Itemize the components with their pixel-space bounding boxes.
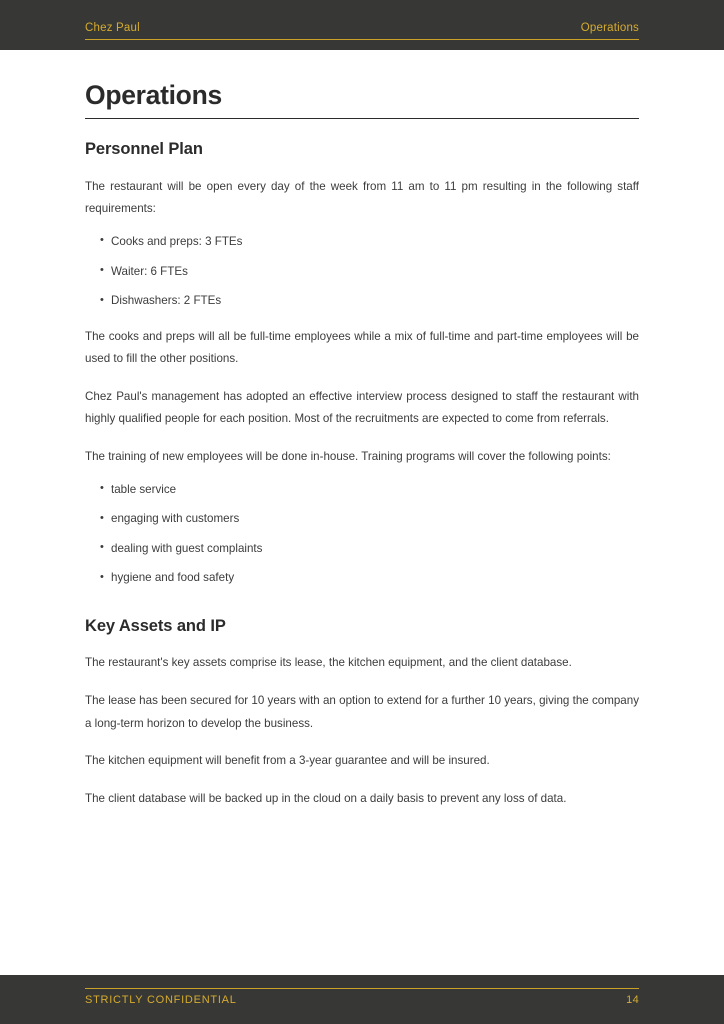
page-header [0, 0, 724, 50]
training-topics-list [85, 469, 639, 588]
section-heading-key-assets-and-ip: Key Assets and IP [85, 616, 226, 635]
paragraph-lease: The lease has been secured for 10 years with an option to extend for a further 10 years, giving the company a long-term horizon to develop the business. [85, 693, 639, 730]
paragraph-recruitment: Chez Paul's management has adopted an effective interview process designed to staff the restaurant with highly qualified people for each position. Most of the recruitments are expected to come from referrals. [85, 389, 639, 426]
list-item: • hygiene and food safety [85, 569, 639, 588]
paragraph-employment-mix: The cooks and preps will all be full-time employees while a mix of full-time and part-time employees will be used to fill the other positions. [85, 329, 639, 366]
list-item: • Dishwashers: 2 FTEs [85, 292, 639, 311]
paragraph-training: The training of new employees will be done in-house. Training programs will cover the following points: [85, 449, 611, 463]
page-content [0, 50, 724, 975]
list-item: • Waiter: 6 FTEs [85, 263, 639, 282]
paragraph-kitchen-equipment: The kitchen equipment will benefit from a 3-year guarantee and will be insured. [85, 754, 490, 768]
list-item: • table service [85, 481, 639, 500]
staff-requirements-list [85, 221, 639, 311]
list-item: • Cooks and preps: 3 FTEs [85, 233, 639, 252]
paragraph-client-database: The client database will be backed up in the cloud on a daily basis to prevent any loss of data. [85, 791, 567, 805]
header-company-name: Chez Paul [85, 22, 140, 35]
page-footer [0, 975, 724, 1024]
footer-page-number: 14 [626, 994, 639, 1006]
footer-rule-container [85, 988, 639, 1006]
header-rule-container [85, 22, 639, 40]
page-title: Operations [85, 80, 222, 110]
header-section-name: Operations [580, 22, 639, 35]
list-item: • engaging with customers [85, 510, 639, 529]
footer-confidentiality-label: STRICTLY CONFIDENTIAL [85, 994, 237, 1006]
paragraph-opening-hours: The restaurant will be open every day of the week from 11 am to 11 pm resulting in the following staff requirements: [85, 179, 639, 216]
section-heading-personnel-plan: Personnel Plan [85, 140, 203, 159]
list-item: • dealing with guest complaints [85, 540, 639, 559]
paragraph-key-assets: The restaurant's key assets comprise its lease, the kitchen equipment, and the client database. [85, 656, 572, 670]
